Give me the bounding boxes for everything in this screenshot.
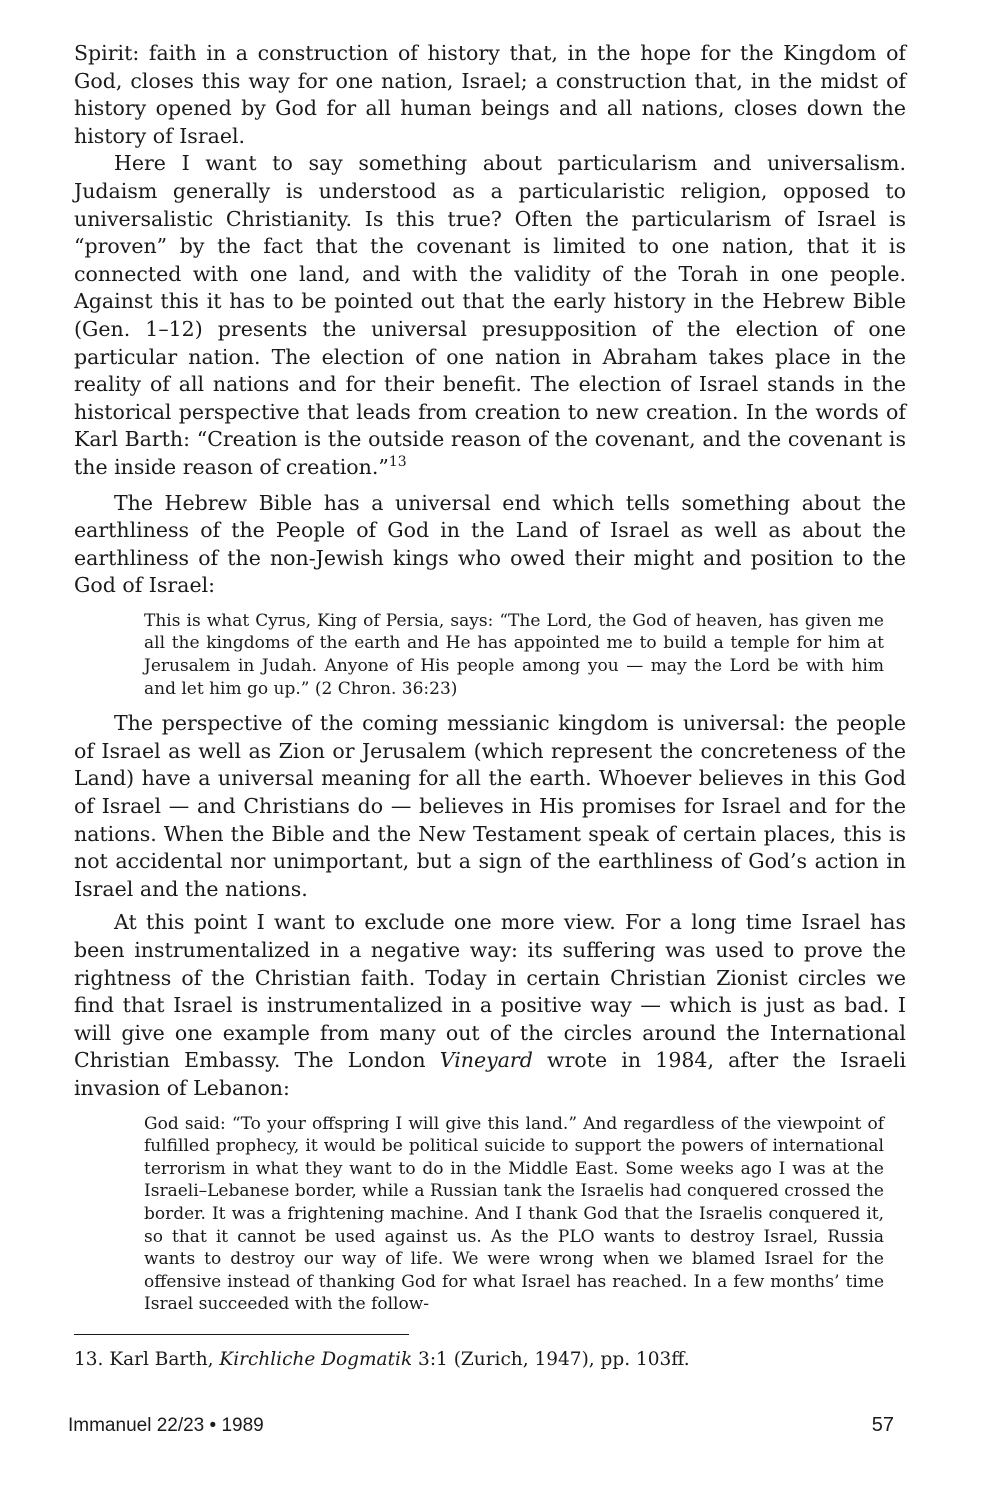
- paragraph-3: The Hebrew Bible has a universal end which tells something about the earthliness of the People of God in the Land of Israel as well as about the earthliness of the non-Jewish kings who owed their might and position to the God of Israel:: [74, 490, 906, 598]
- page-footer: [68, 1414, 894, 1437]
- paragraph-5: [74, 909, 906, 1102]
- paragraph-2-text: Here I want to say something about particularism and universalism. Judaism generally is understood as a particularistic religion, opposed to universalistic Christianity. Is this true? Often the particularism of Israel is “proven” by the fact that the covenant is limited to one nation, that it is connected with one land, and with the validity of the Torah in one people. Against this it has to be pointed out that the early history in the Hebrew Bible (Gen. 1–12) presents the universal presupposition of the election of one particular nation. The election of one nation in Abraham takes place in the reality of all nations and for their benefit. The election of Israel stands in the historical perspective that leads from creation to new creation. In the words of Karl Barth: “Creation is the outside reason of the covenant, and the covenant is the inside reason of creation.”: [74, 151, 906, 479]
- footnote-citation: 3:1 (Zurich, 1947), pp. 103ff.: [418, 1349, 690, 1370]
- footnote-reference-13: 13: [388, 454, 407, 471]
- footnote-13: [74, 1348, 906, 1372]
- page-number: 57: [871, 1414, 894, 1436]
- block-quote-cyrus: This is what Cyrus, King of Persia, says: “The Lord, the God of heaven, has given me all the kingdoms of the earth and He has appointed me to build a temple for him at Jerusalem in Judah. Anyone of His people among you — may the Lord be with him and let him go up.” (2 Chron. 36:23): [144, 610, 884, 699]
- paragraph-5-text-a: At this point I want to exclude one more view. For a long time Israel has been instrumentalized in a negative way: its suffering was used to prove the rightness of the Christian faith. Today in certain Christian Zionist circles we find that Israel is instrumentalized in a positive way — which is just as bad. I will give one example from many out of the circles around the International Christian Embassy. The London: [74, 910, 906, 1073]
- paragraph-5-text-b: wrote in 1984, after the Israeli invasion of Lebanon:: [74, 1048, 907, 1100]
- paragraph-4: The perspective of the coming messianic kingdom is universal: the people of Israel as well as Zion or Jerusalem (which represent the concreteness of the Land) have a universal meaning for all the earth. Whoever believes in this God of Israel — and Christians do — believes in His promises for Israel and for the nations. When the Bible and the New Testament speak of certain places, this is not accidental nor unimportant, but a sign of the earthliness of God’s action in Israel and the nations.: [74, 711, 906, 901]
- paragraph-2: [74, 150, 906, 481]
- main-text: [74, 40, 906, 1326]
- paragraph-1: Spirit: faith in a construction of history that, in the hope for the Kingdom of God, closes this way for one nation, Israel; a construction that, in the midst of history opened by God for all human beings and all nations, closes down the history of Israel.: [74, 41, 906, 148]
- footnote-author: Karl Barth,: [109, 1349, 214, 1370]
- journal-name: Immanuel 22/23 • 1989: [68, 1415, 264, 1436]
- footnote-rule: [74, 1334, 409, 1335]
- block-quote-vineyard: God said: “To your offspring I will give this land.” And regardless of the viewpoint of fulfilled prophecy, it would be political suicide to support the powers of international terrorism in what they want to do in the Middle East. Some weeks ago I was at the Israeli–Lebanese border, while a Russian tank the Israelis had conquered crossed the border. It was a frightening machine. And I thank God that the Israelis conquered it, so that it cannot be used against us. As the PLO wants to destroy Israel, Russia wants to destroy our way of life. We were wrong when we blamed Israel for the offensive instead of thanking God for what Israel has reached. In a few months’ time Israel succeeded with the follow-: [144, 1113, 884, 1315]
- vineyard-title: Vineyard: [439, 1048, 533, 1073]
- footnote-book-title: Kirchliche Dogmatik: [219, 1349, 413, 1370]
- footnote-number: 13.: [74, 1349, 104, 1370]
